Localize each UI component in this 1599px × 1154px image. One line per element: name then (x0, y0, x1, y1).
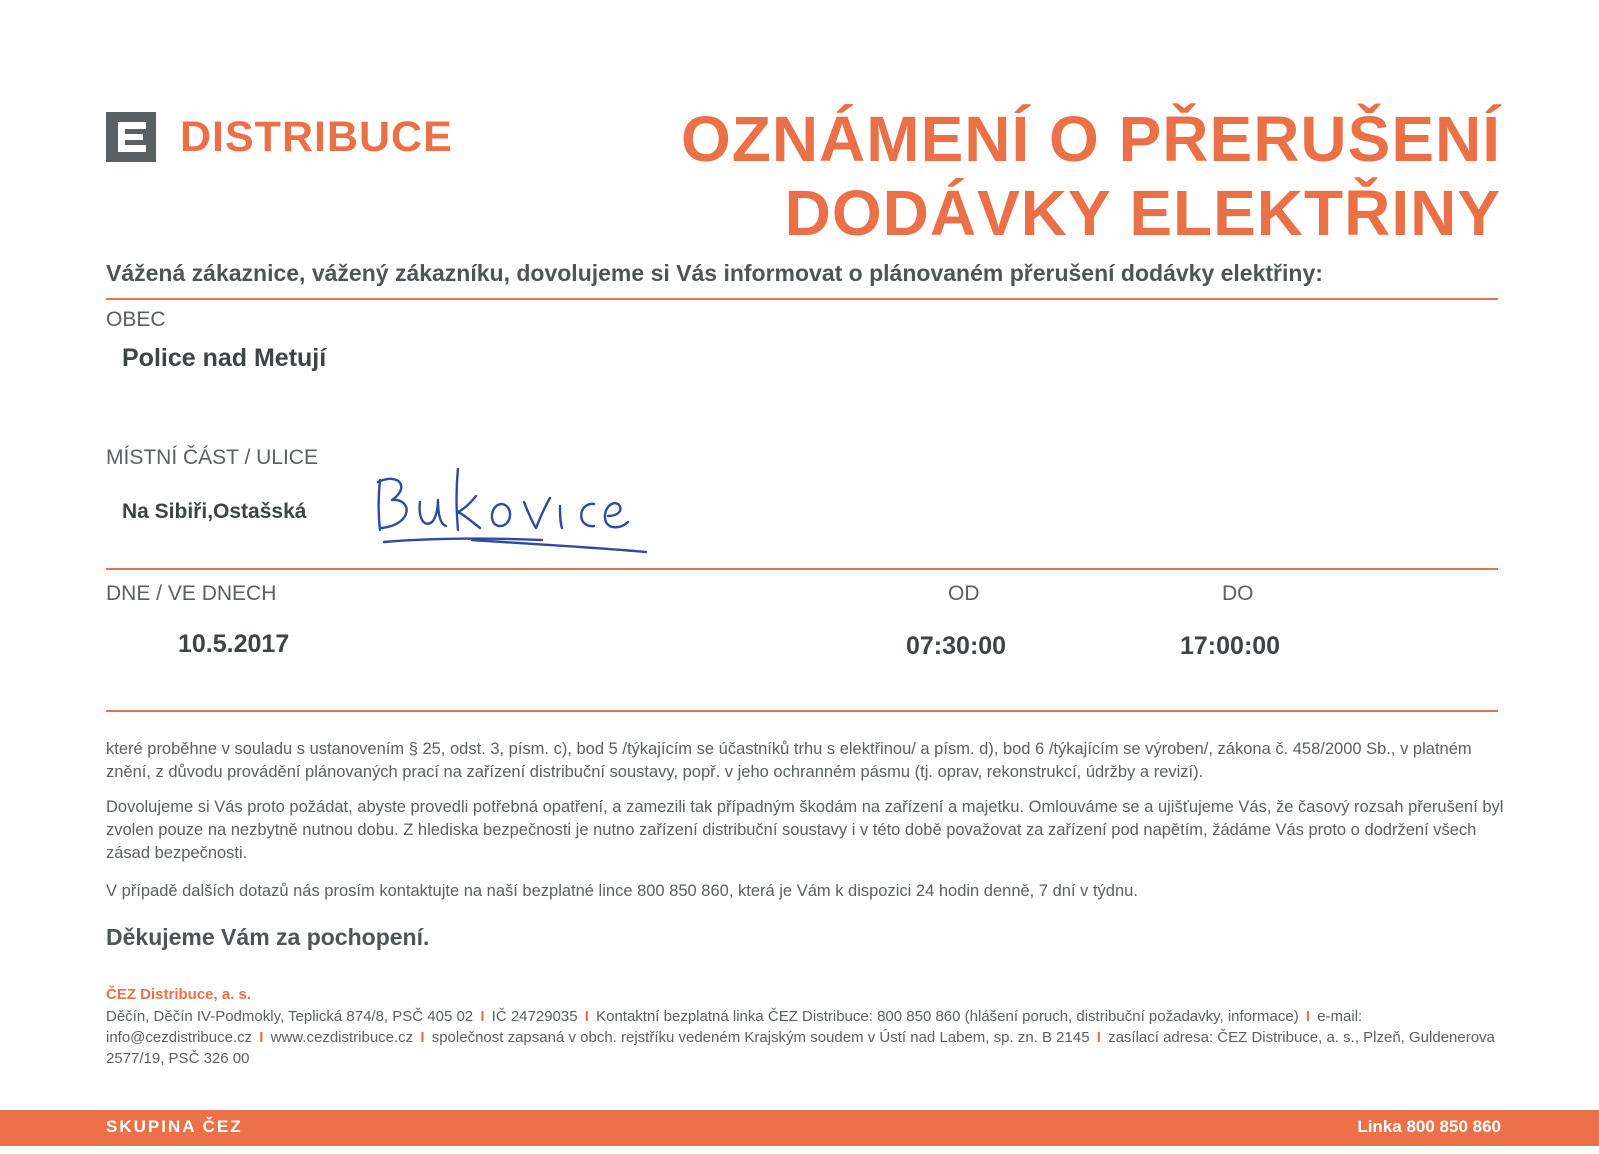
company-details (106, 1006, 1506, 1069)
date-value: 10.5.2017 (178, 630, 290, 658)
title-line-1: OZNÁMENÍ O PŘERUŠENÍ (680, 103, 1501, 175)
company-address: Děčín, Děčín IV-Podmokly, Teplická 874/8, PSČ 405 02 (106, 1008, 474, 1025)
obec-value: Police nad Metují (122, 344, 327, 372)
request-paragraph: Dovolujeme si Vás proto požádat, abyste provedli potřebná opatření, a zamezili tak případným škodám na zařízení a majetku. Omlouváme se a ujišťujeme Vás, že časový rozsah přerušení byl zvolen pouze na nezbytně nutnou dobu. Z hlediska bezpečnosti je nutno zařízení distribuční soustavy i v této době považovat za zařízení pod napětím, žádáme Vás proto o dodržení všech zásad bezpečnosti. (106, 798, 1504, 862)
to-label: DO (1222, 582, 1254, 605)
separator: I (480, 1008, 485, 1025)
ulice-label: MÍSTNÍ ČÁST / ULICE (106, 446, 318, 469)
company-mailing-address: zasílací adresa: ČEZ Distribuce, a. s., Plzeň, Guldenerova 2577/19, PSČ 326 00 (106, 1029, 1495, 1067)
company-web: www.cezdistribuce.cz (270, 1029, 414, 1046)
separator: I (1305, 1008, 1311, 1025)
obec-label: OBEC (106, 308, 166, 331)
handwriting-bukovice (372, 468, 662, 568)
divider (106, 298, 1498, 300)
to-value: 17:00:00 (1180, 632, 1281, 660)
date-label: DNE / VE DNECH (106, 582, 277, 605)
separator: I (259, 1029, 264, 1046)
separator: I (584, 1008, 589, 1025)
cez-logo-icon (106, 112, 156, 162)
brand-name: DISTRIBUCE (180, 113, 453, 161)
separator: I (420, 1029, 425, 1046)
company-email: e-mail: info@cezdistribuce.cz (106, 1008, 1363, 1046)
document-title (681, 102, 1501, 250)
company-ic: IČ 24729035 (491, 1008, 578, 1025)
divider (106, 568, 1498, 570)
company-name: ČEZ Distribuce, a. s. (106, 986, 252, 1003)
from-value: 07:30:00 (906, 632, 1007, 660)
title-line-2: DODÁVKY ELEKTŘINY (784, 177, 1501, 249)
handwritten-annotation (372, 468, 662, 573)
legal-paragraph: které proběhne v souladu s ustanovením § 25, odst. 3, písm. c), bod 5 /týkajícím se účastníků trhu s elektřinou/ a písm. d), bod 6 /týkajícím se výroben/, zákona č. 458/2000 Sb., v platném znění, z důvodu provádění plánovaných prací na zařízení distribuční soustavy, popř. v jeho ochranném pásmu (tj. oprav, rekonstrukcí, údržby a revizí). (106, 740, 1472, 781)
footer-hotline: Linka 800 850 860 (1357, 1117, 1501, 1136)
contact-paragraph: V případě dalších dotazů nás prosím kontaktujte na naší bezplatné lince 800 850 860, která je Vám k dispozici 24 hodin denně, 7 dní v týdnu. (106, 882, 1138, 900)
cez-logo-mark (106, 112, 156, 162)
separator: I (1096, 1029, 1101, 1046)
divider (106, 710, 1498, 712)
from-label: OD (948, 582, 980, 605)
ulice-value: Na Sibiři,Ostašská (122, 500, 307, 523)
company-hotline: Kontaktní bezplatná linka ČEZ Distribuce: 800 850 860 (hlášení poruch, distribuční požadavky, informace) (596, 1008, 1299, 1025)
thanks-text: Děkujeme Vám za pochopení. (106, 924, 430, 950)
greeting-text: Vážená zákaznice, vážený zákazníku, dovolujeme si Vás informovat o plánovaném přerušení dodávky elektřiny: (106, 260, 1323, 286)
company-registry: společnost zapsaná v obch. rejstříku vedeném Krajským soudem v Ústí nad Labem, sp. zn. B 2145 (431, 1029, 1090, 1046)
footer-group: SKUPINA ČEZ (106, 1117, 243, 1136)
